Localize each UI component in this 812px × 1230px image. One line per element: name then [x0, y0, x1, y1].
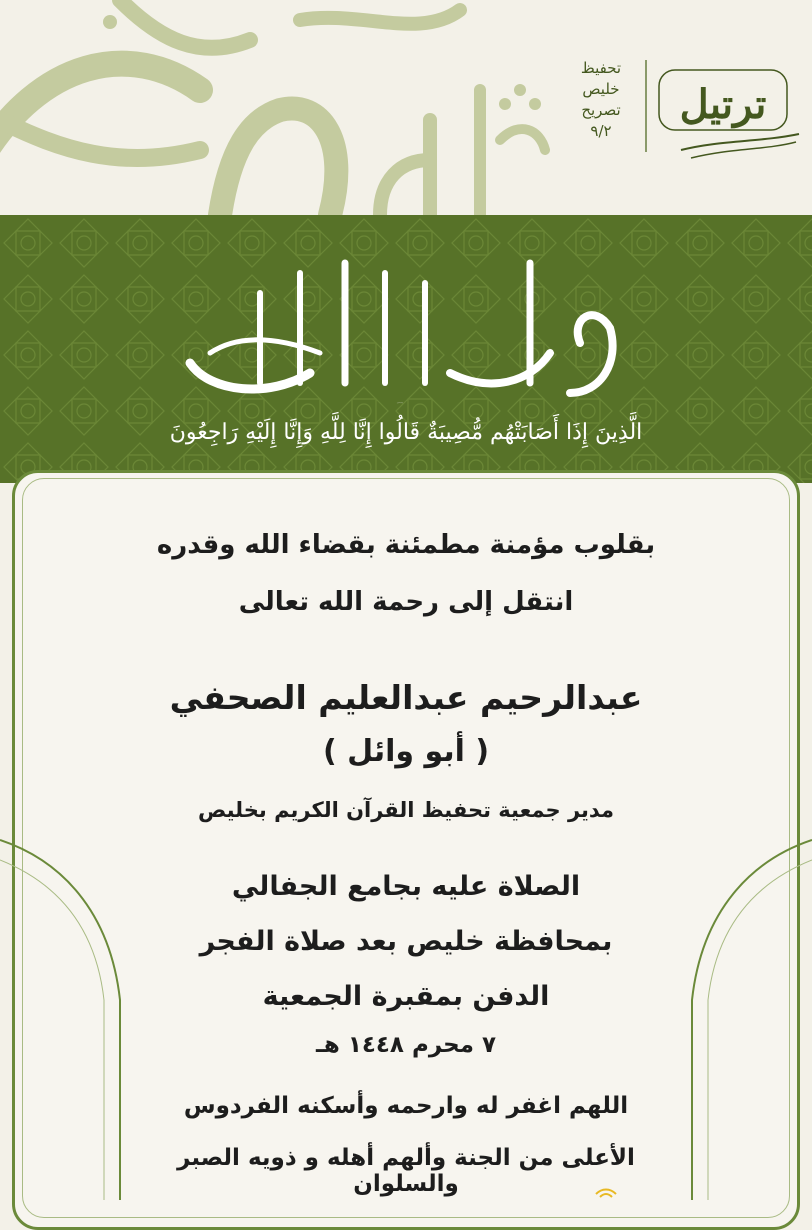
deceased-name: عبدالرحيم عبدالعليم الصحفي [169, 678, 643, 717]
brand-info-line: تصريح [581, 101, 621, 119]
brand-info-line: تحفيظ [580, 59, 622, 77]
arch-ornament-right-icon [662, 800, 812, 1200]
dua-line: الأعلى من الجنة وألهم أهله و ذويه الصبر والسلوان [177, 1145, 635, 1197]
prayer-time: بمحافظة خليص بعد صلاة الفجر [199, 926, 613, 957]
brand-info [565, 58, 637, 142]
deceased-kunya: ( أبو وائل ) [322, 734, 490, 769]
banner-title-text: وبشر الصابرين [396, 403, 404, 404]
calligraphy-watermark-icon [0, 0, 560, 215]
header [0, 0, 812, 215]
intro-line: بقلوب مؤمنة مطمئنة بقضاء الله وقدره [156, 530, 656, 560]
brand-info-line: ٩/٢ [590, 122, 612, 140]
burial-location: الدفن بمقبرة الجمعية [262, 981, 550, 1012]
brand-logo [651, 30, 801, 170]
brand-block [565, 30, 805, 180]
banner-title-calligraphy [150, 233, 650, 413]
wifi-icon [594, 1186, 618, 1200]
prayer-location: الصلاة عليه بجامع الجفالي [231, 871, 581, 902]
intro-line: انتقل إلى رحمة الله تعالى [238, 587, 574, 617]
brand-logo-text: ترتيل [679, 81, 767, 128]
deceased-role: مدير جمعية تحفيظ القرآن الكريم بخليص [197, 798, 615, 822]
hijri-date: ٧ محرم ١٤٤٨ هـ [315, 1032, 497, 1058]
brand-info-line: خليص [582, 80, 620, 98]
brand-divider [645, 60, 647, 152]
banner [0, 215, 812, 483]
dua-line: اللهم اغفر له وارحمه وأسكنه الفردوس [183, 1093, 629, 1119]
arch-ornament-left-icon [0, 800, 150, 1200]
quran-verse: الَّذِينَ إِذَا أَصَابَتْهُم مُّصِيبَةٌ قَالُوا إِنَّا لِلَّهِ وَإِنَّا إِلَيْهِ رَاجِعُونَ [169, 420, 643, 445]
